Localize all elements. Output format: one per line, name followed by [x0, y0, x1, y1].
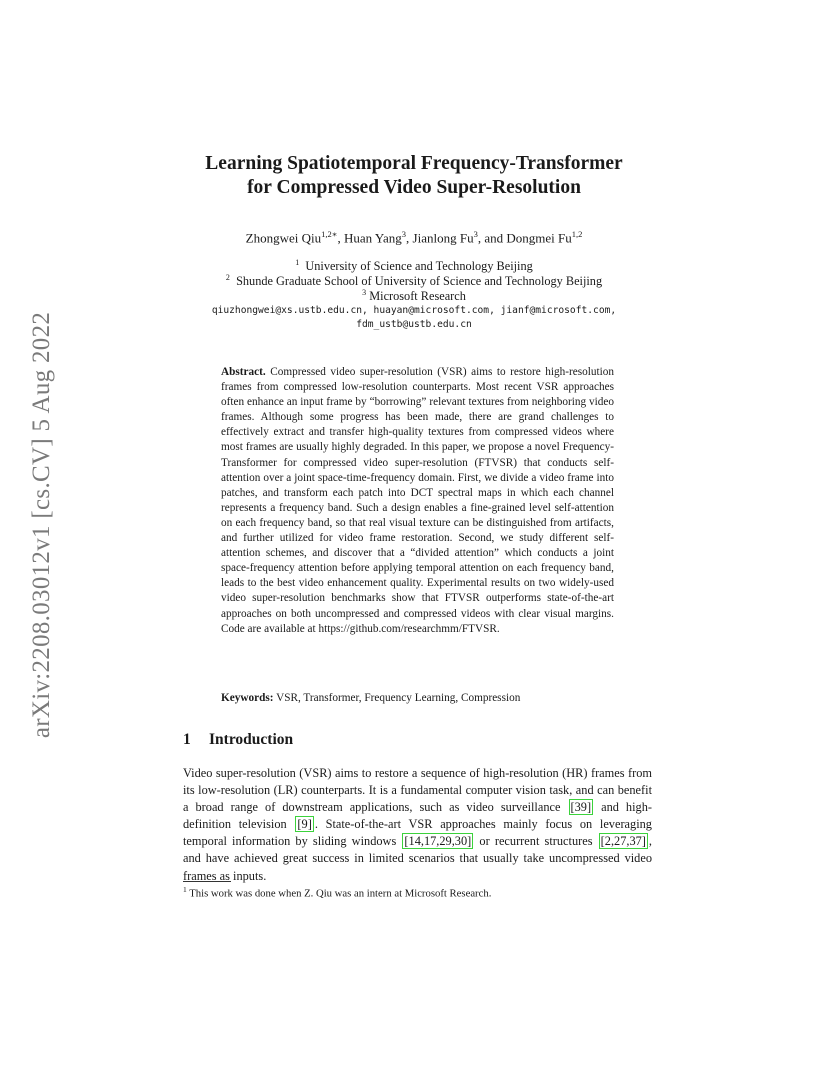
intro-text: and high-definition television — [183, 800, 652, 832]
intro-paragraph — [183, 765, 652, 885]
author-list — [120, 229, 708, 246]
title-line-2: for Compressed Video Super-Resolution — [247, 177, 581, 198]
paper-title — [140, 152, 688, 200]
email-line-1: qiuzhongwei@xs.ustb.edu.cn, huayan@microsoft.com, jianf@microsoft.com, — [211, 305, 617, 316]
affiliation-marker: 2 — [225, 273, 230, 282]
email-line-2: fdm_ustb@ustb.edu.cn — [356, 319, 472, 330]
keywords-label: Keywords: — [221, 692, 274, 704]
intro-text: or recurrent structures — [474, 834, 598, 849]
arxiv-identifier-text: arXiv:2208.03012v1 [cs.CV] 5 Aug 2022 — [28, 311, 55, 739]
arxiv-identifier — [22, 290, 62, 760]
affiliation-1 — [120, 258, 708, 274]
section-number: 1 — [183, 731, 191, 748]
intro-text: . State-of-the-art VSR approaches mainly focus on leveraging temporal information by sliding windows — [183, 817, 652, 849]
abstract-label: Abstract. — [221, 366, 266, 378]
intro-text: , and have achieved great success in limited scenarios that usually take uncompressed video frames as inputs. — [183, 834, 653, 883]
author-separator: , — [406, 230, 413, 246]
footnote-marker: 1 — [183, 885, 187, 894]
author-4: Dongmei Fu — [506, 230, 572, 246]
affiliation-marker: 3 — [362, 288, 367, 297]
title-line-1: Learning Spatiotemporal Frequency-Transformer — [205, 153, 623, 174]
affiliation-text: Shunde Graduate School of University of Science and Technology Beijing — [236, 274, 603, 289]
author-3-affil: 3 — [473, 229, 478, 239]
section-heading — [183, 731, 293, 749]
footnote-text: This work was done when Z. Qiu was an intern at Microsoft Research. — [189, 887, 492, 900]
section-title: Introduction — [209, 731, 294, 748]
affiliation-2 — [120, 273, 708, 289]
keywords — [221, 692, 621, 704]
affiliation-3 — [120, 288, 708, 304]
author-2: Huan Yang — [344, 230, 402, 246]
abstract-text: Compressed video super-resolution (VSR) aims to restore high-resolution frames from compressed low-resolution counterparts. Most recent VSR approaches often enhance an input frame by “borrowing” relevant textures from neighboring video frames. Although some progress has been made, there are grand challenges to effectively extract and transfer high-quality textures from compressed videos where most frames are usually highly degraded. In this paper, we propose a novel Frequency-Transformer for compressed video super-resolution (FTVSR) that conducts self-attention over a joint space-time-frequency domain. First, we divide a video frame into patches, and transform each patch into DCT spectral maps in which each channel represents a frequency band. Such a design enables a fine-grained level self-attention on each frequency band, so that real visual texture can be distinguished from artifacts, and further utilized for video frame restoration. Second, we study different self-attention schemes, and discover that a “divided attention” which conducts a joint space-frequency attention before applying temporal attention on each frequency band, leads to the best video enhancement quality. Experimental results on two widely-used video super-resolution benchmarks show that FTVSR outperforms state-of-the-art approaches on both uncompressed and compressed videos with clear visual margins. Code are available at https://github.com/researchmm/FTVSR. — [221, 366, 614, 635]
author-4-affil: 1,2 — [571, 229, 583, 239]
citation-link[interactable]: [14,17,29,30] — [404, 834, 472, 849]
footnote — [183, 885, 491, 900]
author-1: Zhongwei Qiu — [245, 230, 322, 246]
keywords-text: VSR, Transformer, Frequency Learning, Compression — [276, 692, 521, 704]
citation-link[interactable]: [39] — [570, 800, 592, 815]
author-2-affil: 3 — [401, 229, 407, 239]
author-separator: , and — [477, 230, 507, 246]
author-separator: , — [337, 230, 344, 246]
author-1-affil: 1,2∗ — [321, 229, 338, 239]
affiliation-text: University of Science and Technology Beijing — [305, 259, 533, 274]
affiliation-marker: 1 — [295, 258, 300, 267]
intro-text: Video super-resolution (VSR) aims to restore a sequence of high-resolution (HR) frames from its low-resolution (LR) counterparts. It is a fundamental computer vision task, and can benefit a broad range of downstream applications, such as video surveillance — [183, 766, 652, 815]
abstract — [221, 365, 614, 637]
affiliation-text: Microsoft Research — [369, 289, 466, 304]
author-3: Jianlong Fu — [412, 230, 474, 246]
citation-link[interactable]: [9] — [297, 817, 312, 832]
footnote-divider — [183, 881, 231, 882]
citation-link[interactable]: [2,27,37] — [600, 834, 646, 849]
